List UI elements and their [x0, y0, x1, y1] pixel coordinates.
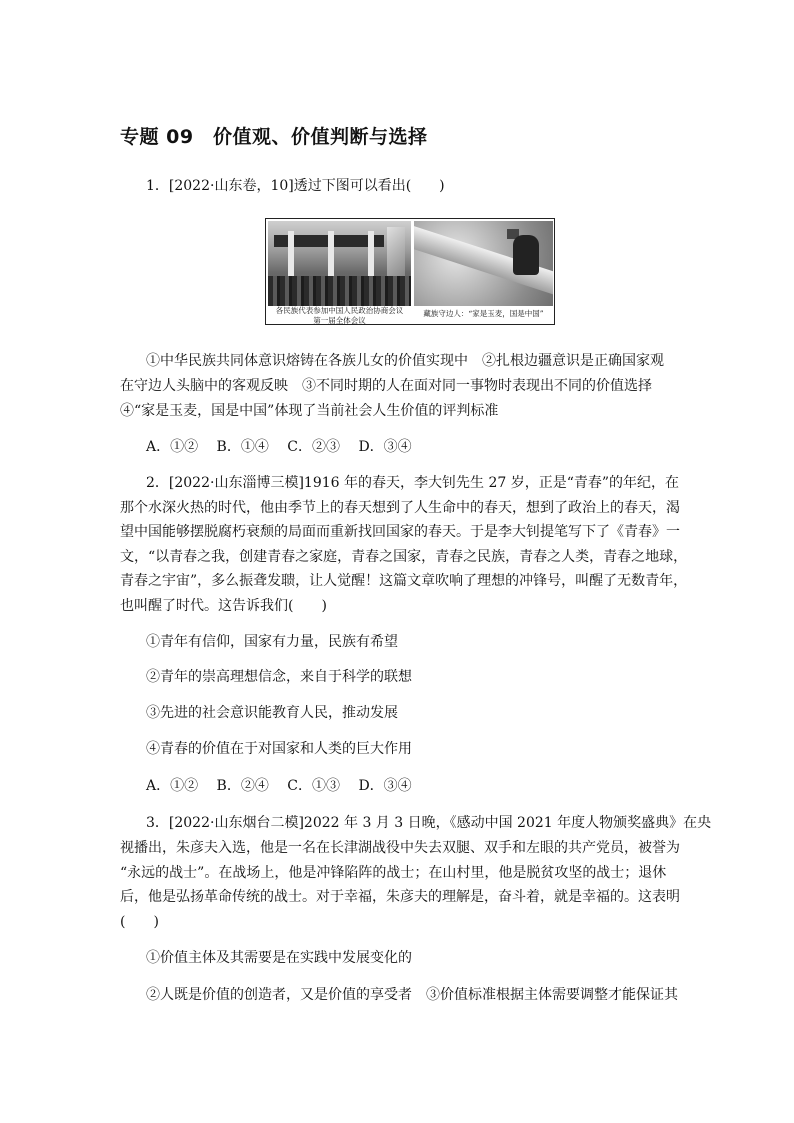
q2-option-3: ③先进的社会意识能教育人民，推动发展: [146, 705, 398, 721]
photo-guard-figure: [513, 235, 539, 275]
q1-option-line-2: 在守边人头脑中的客观反映 ③不同时期的人在面对同一事物时表现出不同的价值选择: [120, 378, 652, 394]
left-caption-line-1: 各民族代表参加中国人民政治协商会议: [275, 306, 404, 315]
q2-stem-line-2: 那个水深火热的时代，他由季节上的春天想到了人生命中的春天，想到了政治上的春天，渴: [120, 500, 680, 516]
q2-stem-line-1: 2．[2022·山东淄博三模]1916 年的春天，李大钊先生 27 岁，正是“青春”的年纪，在: [146, 475, 680, 491]
q2-stem-line-5: 青春之宇宙”，多么振聋发聩，让人觉醒！这篇文章吹响了理想的冲锋号，叫醒了无数青年，: [120, 573, 688, 589]
q3-stem-line-1: 3．[2022·山东烟台二模]2022 年 3 月 3 日晚，《感动中国 2021 年度人物颁奖盛典》在央: [146, 815, 712, 831]
q1-option-line-3: ④“家是玉麦，国是中国”体现了当前社会人生价值的评判标准: [120, 403, 499, 419]
q1-figure: [265, 218, 555, 325]
photo-crowd: [268, 276, 411, 306]
right-photo-caption: 藏族守边人：“家是玉麦，国是中国”: [423, 309, 544, 318]
q3-stem-line-5: ( ): [120, 914, 159, 930]
q2-stem-line-4: 文，“以青春之我，创建青春之家庭，青春之国家，青春之民族，青春之人类，青春之地球，: [120, 549, 688, 565]
q2-option-4: ④青春的价值在于对国家和人类的巨大作用: [146, 741, 412, 757]
border-guard-photo: [414, 221, 553, 306]
q1-stem: 1．[2022·山东卷，10]透过下图可以看出( ): [146, 178, 445, 194]
q2-stem-line-6: 也叫醒了时代。这告诉我们( ): [120, 598, 327, 614]
q3-stem-line-2: 视播出，朱彦夫入选，他是一名在长津湖战役中失去双腿、双手和左眼的共产党员，被誉为: [120, 840, 680, 856]
left-caption-line-2: 第一届全体会议: [313, 316, 366, 325]
q3-option-1: ①价值主体及其需要是在实践中发展变化的: [146, 950, 412, 966]
page-title: 专题 09 价值观、价值判断与选择: [120, 126, 428, 148]
q3-stem-line-3: “永远的战士”。在战场上，他是冲锋陷阵的战士；在山村里，他是脱贫攻坚的战士；退休: [120, 865, 667, 881]
q3-stem-line-4: 后，他是弘扬革命传统的战士。对于幸福，朱彦夫的理解是，奋斗着，就是幸福的。这表明: [120, 889, 680, 905]
cppcc-meeting-photo: [268, 221, 411, 306]
q2-option-2: ②青年的崇高理想信念，来自于科学的联想: [146, 669, 412, 685]
q3-option-2-3: ②人既是价值的创造者，又是价值的享受者 ③价值标准根据主体需要调整才能保证其: [146, 987, 678, 1003]
q1-option-line-1: ①中华民族共同体意识熔铸在各族儿女的价值实现中 ②扎根边疆意识是正确国家观: [146, 353, 664, 369]
q2-option-1: ①青年有信仰，国家有力量，民族有希望: [146, 634, 398, 650]
q2-answer-choices: A．①② B．②④ C．①③ D．③④: [146, 778, 412, 794]
q1-answer-choices: A．①② B．①④ C．②③ D．③④: [146, 439, 412, 455]
q2-stem-line-3: 望中国能够摆脱腐朽衰颓的局面而重新找回国家的春天。于是李大钊提笔写下了《青春》一: [120, 524, 680, 540]
left-photo-caption: [268, 306, 411, 326]
